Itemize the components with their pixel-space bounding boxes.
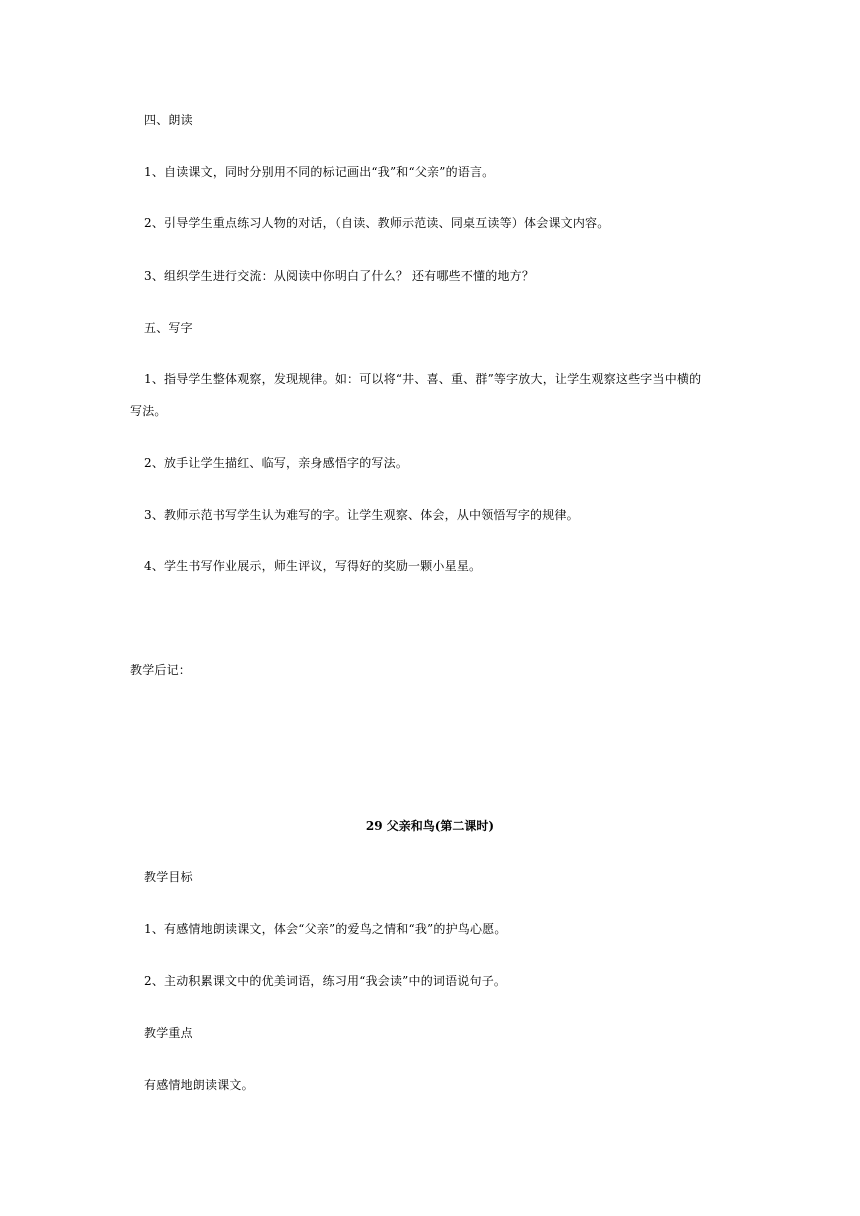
goal-item-1: 1、有感情地朗读课文，体会“父亲”的爱鸟之情和“我”的护鸟心愿。 <box>144 922 507 936</box>
write-step-1-continued: 写法。 <box>130 404 167 418</box>
write-step-1: 1、指导学生整体观察，发现规律。如：可以将“井、喜、重、群”等字放大，让学生观察这些字当中横的 <box>144 372 702 386</box>
focus-text: 有感情地朗读课文。 <box>144 1078 254 1092</box>
focus-heading: 教学重点 <box>144 1026 193 1040</box>
section-heading-read: 四、朗读 <box>144 113 193 127</box>
teaching-postscript-label: 教学后记： <box>130 663 192 677</box>
lesson-title: 29 父亲和鸟(第二课时) <box>365 819 495 833</box>
read-step-3: 3、组织学生进行交流：从阅读中你明白了什么？ 还有哪些不懂的地方？ <box>144 269 535 283</box>
section-heading-write: 五、写字 <box>144 321 193 335</box>
goals-heading: 教学目标 <box>144 870 193 884</box>
write-step-3: 3、教师示范书写学生认为难写的字。让学生观察、体会，从中领悟写字的规律。 <box>144 508 579 522</box>
read-step-1: 1、自读课文，同时分别用不同的标记画出“我”和“父亲”的语言。 <box>144 165 495 179</box>
read-step-2: 2、引导学生重点练习人物的对话，（自读、教师示范读、同桌互读等）体会课文内容。 <box>144 216 610 230</box>
write-step-2: 2、放手让学生描红、临写，亲身感悟字的写法。 <box>144 456 409 470</box>
goal-item-2: 2、主动积累课文中的优美词语，练习用“我会读”中的词语说句子。 <box>144 974 507 988</box>
write-step-4: 4、学生书写作业展示，师生评议，写得好的奖励一颗小星星。 <box>144 559 482 573</box>
